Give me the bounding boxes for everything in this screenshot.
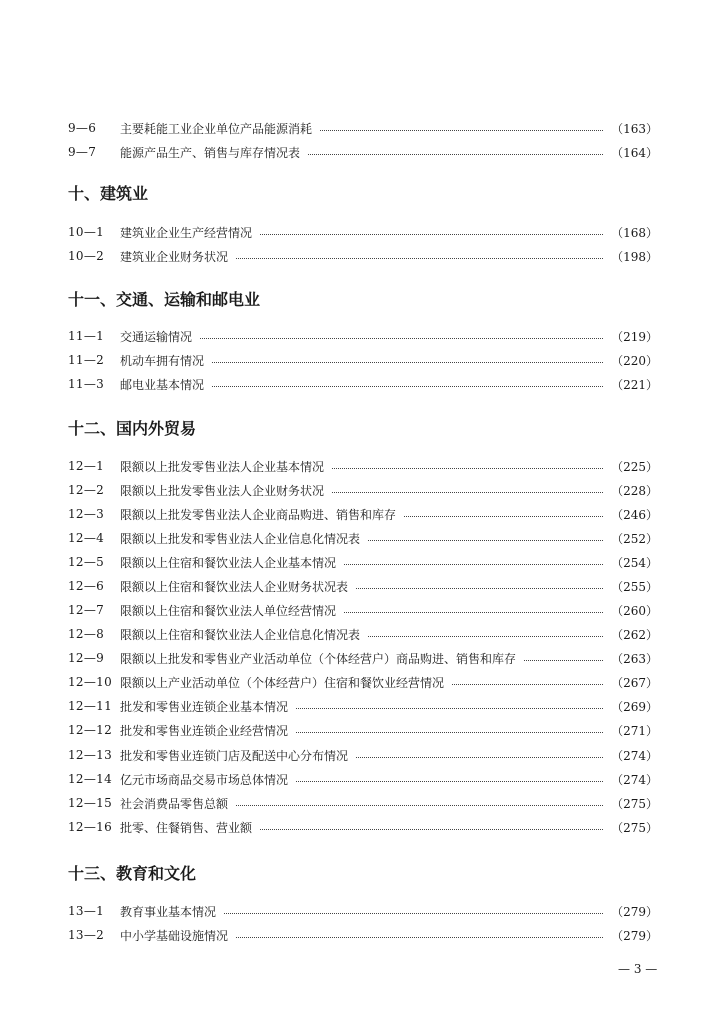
toc-entry[interactable] (68, 817, 658, 837)
leader-dots (332, 492, 603, 493)
entry-number: 13—2 (68, 928, 105, 942)
toc-entry[interactable] (68, 720, 658, 740)
entry-title: 机动车拥有情况 (120, 353, 205, 368)
entry-title: 限额以上住宿和餐饮业法人企业财务状况表 (120, 579, 349, 594)
leader-dots (224, 913, 603, 914)
entry-number: 11—1 (68, 329, 105, 343)
entry-page: （267） (611, 675, 658, 690)
toc-entry[interactable] (68, 246, 658, 266)
entry-page: （279） (611, 904, 658, 919)
leader-dots (212, 386, 603, 387)
leader-dots (320, 130, 603, 131)
entry-title: 建筑业企业财务状况 (120, 249, 229, 264)
entry-page: （220） (611, 353, 658, 368)
entry-title: 邮电业基本情况 (120, 377, 205, 392)
entry-page: （274） (611, 772, 658, 787)
entry-title: 限额以上产业活动单位（个体经营户）住宿和餐饮业经营情况 (120, 675, 445, 690)
entry-number: 12—8 (68, 627, 105, 641)
entry-page: （219） (611, 329, 658, 344)
entry-page: （275） (611, 820, 658, 835)
entry-number: 10—1 (68, 225, 105, 239)
entry-page: （260） (611, 603, 658, 618)
toc-entry[interactable] (68, 793, 658, 813)
section-heading: 十三、教育和文化 (68, 864, 197, 883)
entry-title: 亿元市场商品交易市场总体情况 (120, 772, 289, 787)
entry-page: （274） (611, 748, 658, 763)
entry-title: 限额以上批发和零售业法人企业信息化情况表 (120, 531, 361, 546)
entry-page: （221） (611, 377, 658, 392)
entry-page: （263） (611, 651, 658, 666)
leader-dots (296, 732, 603, 733)
leader-dots (332, 468, 603, 469)
entry-title: 限额以上批发零售业法人企业基本情况 (120, 459, 325, 474)
toc-entry[interactable] (68, 925, 658, 945)
entry-title: 建筑业企业生产经营情况 (120, 225, 253, 240)
toc-entry[interactable] (68, 624, 658, 644)
toc-entry[interactable] (68, 118, 658, 138)
toc-entry[interactable] (68, 528, 658, 548)
entry-number: 12—15 (68, 796, 113, 810)
leader-dots (260, 234, 603, 235)
leader-dots (212, 362, 603, 363)
entry-title: 中小学基础设施情况 (120, 928, 229, 943)
entry-page: （254） (611, 555, 658, 570)
entry-title: 限额以上批发零售业法人企业商品购进、销售和库存 (120, 507, 397, 522)
toc-entry[interactable] (68, 745, 658, 765)
page-number: — 3 — (618, 962, 658, 976)
entry-number: 11—3 (68, 377, 105, 391)
entry-number: 12—3 (68, 507, 105, 521)
leader-dots (236, 805, 603, 806)
toc-entry[interactable] (68, 480, 658, 500)
entry-title: 批发和零售业连锁企业经营情况 (120, 723, 289, 738)
entry-page: （246） (611, 507, 658, 522)
entry-title: 教育事业基本情况 (120, 904, 217, 919)
entry-number: 12—9 (68, 651, 105, 665)
entry-number: 9—7 (68, 145, 97, 159)
toc-entry[interactable] (68, 326, 658, 346)
leader-dots (344, 564, 603, 565)
entry-title: 批发和零售业连锁门店及配送中心分布情况 (120, 748, 349, 763)
entry-number: 12—12 (68, 723, 113, 737)
entry-title: 限额以上住宿和餐饮业法人企业基本情况 (120, 555, 337, 570)
entry-page: （255） (611, 579, 658, 594)
entry-page: （225） (611, 459, 658, 474)
entry-page: （275） (611, 796, 658, 811)
entry-page: （198） (611, 249, 658, 264)
leader-dots (344, 612, 603, 613)
leader-dots (356, 757, 603, 758)
leader-dots (356, 588, 603, 589)
toc-entry[interactable] (68, 374, 658, 394)
leader-dots (236, 937, 603, 938)
entry-number: 12—1 (68, 459, 105, 473)
leader-dots (452, 684, 603, 685)
entry-title: 限额以上批发和零售业产业活动单位（个体经营户）商品购进、销售和库存 (120, 651, 517, 666)
entry-title: 能源产品生产、销售与库存情况表 (120, 145, 301, 160)
entry-title: 限额以上住宿和餐饮业法人企业信息化情况表 (120, 627, 361, 642)
entry-page: （164） (611, 145, 658, 160)
entry-title: 批发和零售业连锁企业基本情况 (120, 699, 289, 714)
entry-number: 12—2 (68, 483, 105, 497)
leader-dots (368, 636, 603, 637)
entry-page: （262） (611, 627, 658, 642)
entry-number: 12—5 (68, 555, 105, 569)
toc-entry[interactable] (68, 696, 658, 716)
entry-title: 批零、住餐销售、营业额 (120, 820, 253, 835)
entry-number: 12—13 (68, 748, 113, 762)
toc-entry[interactable] (68, 456, 658, 476)
toc-entry[interactable] (68, 648, 658, 668)
entry-number: 13—1 (68, 904, 105, 918)
entry-title: 社会消费品零售总额 (120, 796, 229, 811)
entry-page: （271） (611, 723, 658, 738)
toc-entry[interactable] (68, 600, 658, 620)
leader-dots (524, 660, 603, 661)
entry-page: （228） (611, 483, 658, 498)
toc-entry[interactable] (68, 576, 658, 596)
entry-title: 主要耗能工业企业单位产品能源消耗 (120, 121, 313, 136)
entry-number: 12—14 (68, 772, 113, 786)
entry-page: （163） (611, 121, 658, 136)
entry-page: （269） (611, 699, 658, 714)
entry-number: 12—10 (68, 675, 113, 689)
entry-number: 9—6 (68, 121, 97, 135)
section-heading: 十二、国内外贸易 (68, 419, 197, 438)
toc-entry[interactable] (68, 142, 658, 162)
toc-entry[interactable] (68, 901, 658, 921)
entry-number: 12—11 (68, 699, 113, 713)
entry-page: （252） (611, 531, 658, 546)
entry-title: 交通运输情况 (120, 329, 193, 344)
leader-dots (236, 258, 603, 259)
toc-entry[interactable] (68, 504, 658, 524)
toc-entry[interactable] (68, 672, 658, 692)
section-heading: 十一、交通、运输和邮电业 (68, 290, 261, 309)
leader-dots (296, 781, 603, 782)
section-heading: 十、建筑业 (68, 184, 149, 203)
leader-dots (404, 516, 603, 517)
entry-title: 限额以上批发零售业法人企业财务状况 (120, 483, 325, 498)
entry-title: 限额以上住宿和餐饮业法人单位经营情况 (120, 603, 337, 618)
entry-number: 12—6 (68, 579, 105, 593)
entry-page: （279） (611, 928, 658, 943)
entry-number: 10—2 (68, 249, 105, 263)
leader-dots (200, 338, 603, 339)
toc-entry[interactable] (68, 552, 658, 572)
toc-entry[interactable] (68, 222, 658, 242)
leader-dots (260, 829, 603, 830)
entry-number: 11—2 (68, 353, 105, 367)
toc-entry[interactable] (68, 350, 658, 370)
entry-number: 12—16 (68, 820, 113, 834)
toc-entry[interactable] (68, 769, 658, 789)
entry-number: 12—4 (68, 531, 105, 545)
entry-number: 12—7 (68, 603, 105, 617)
leader-dots (368, 540, 603, 541)
entry-page: （168） (611, 225, 658, 240)
leader-dots (308, 154, 603, 155)
leader-dots (296, 708, 603, 709)
